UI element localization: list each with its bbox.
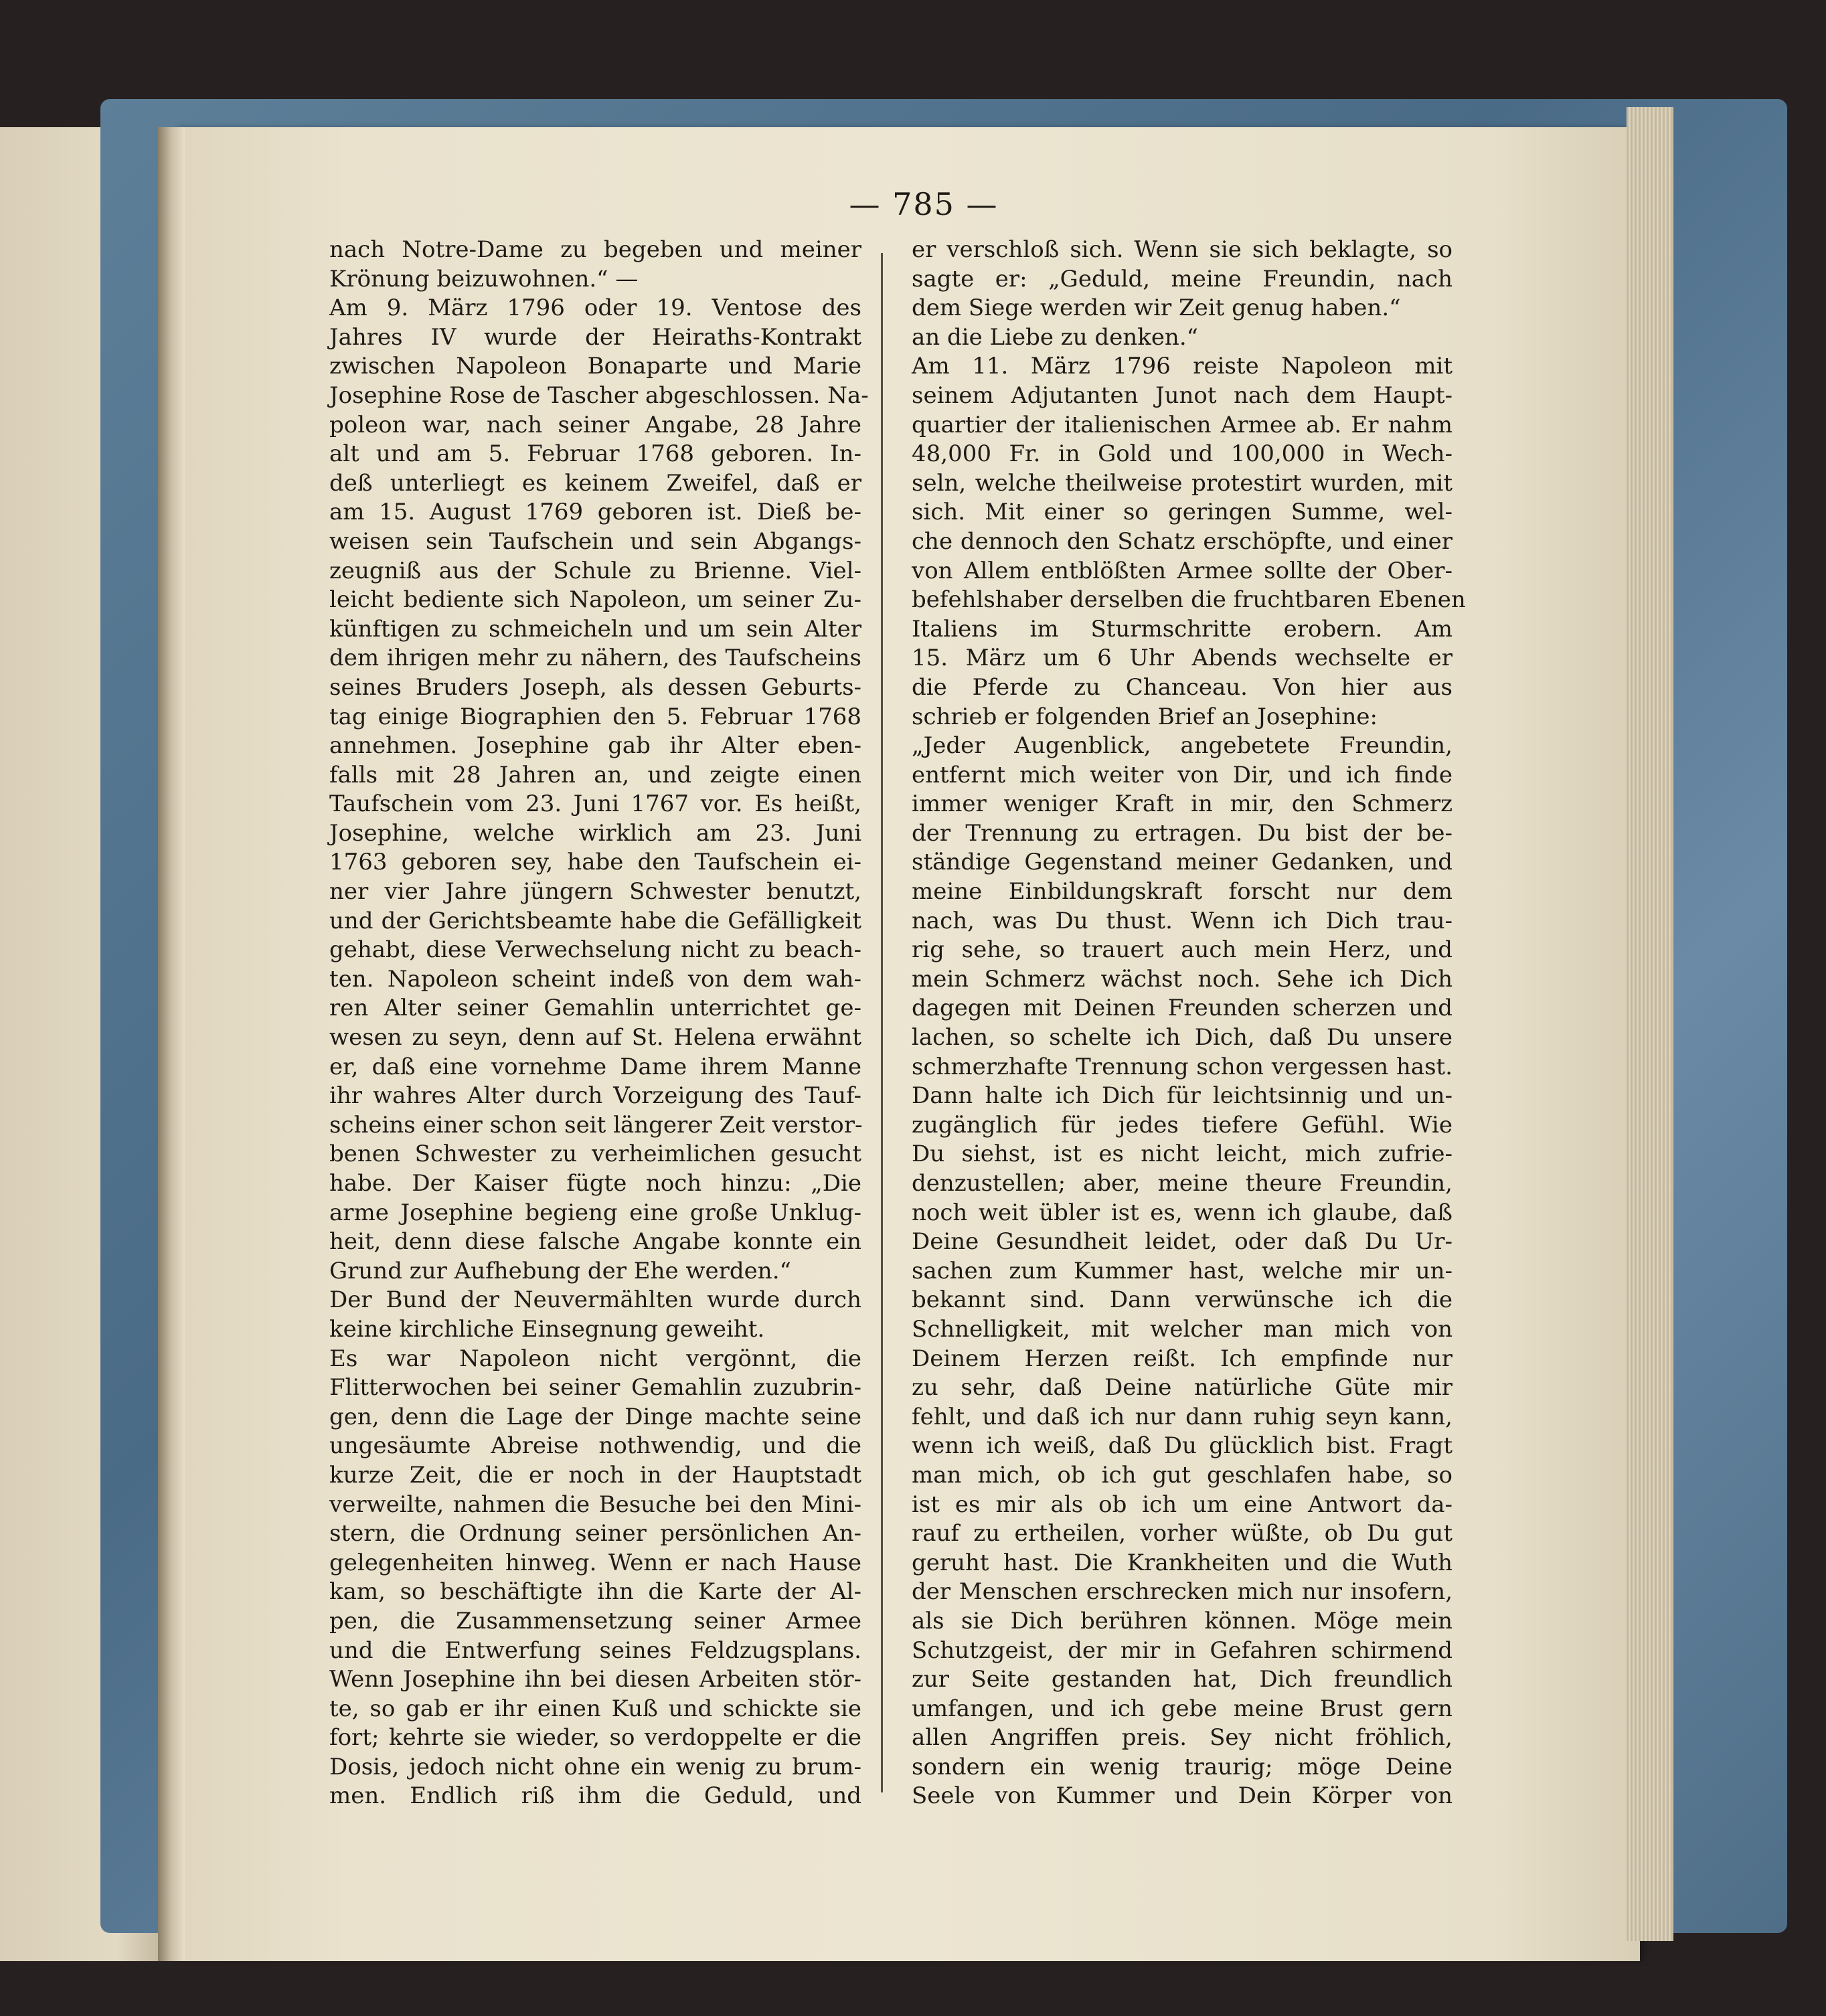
text-line: allen Angriffen preis. Sey nicht fröhlich, — [912, 1724, 1452, 1752]
text-line: weisen sein Taufschein und sein Abgangs- — [329, 527, 861, 555]
text-line: der Menschen erschrecken mich nur insofern, — [912, 1578, 1452, 1606]
text-line: Dosis, jedoch nicht ohne ein wenig zu brum- — [329, 1753, 861, 1780]
text-line: Jahres IV wurde der Heiraths-Kontrakt — [329, 323, 861, 351]
text-line: Wenn Josephine ihn bei diesen Arbeiten stör- — [329, 1666, 861, 1693]
text-line: zugänglich für jedes tiefere Gefühl. Wie — [912, 1111, 1452, 1139]
text-line: Italiens im Sturmschritte erobern. Am — [912, 615, 1452, 643]
text-line: sondern ein wenig traurig; möge Deine — [912, 1753, 1452, 1780]
text-line: Deine Gesundheit leidet, oder daß Du Ur- — [912, 1228, 1452, 1256]
text-line: sagte er: „Geduld, meine Freundin, nach — [912, 265, 1452, 292]
text-line: heit, denn diese falsche Angabe konnte ein — [329, 1228, 861, 1256]
text-line: rig sehe, so trauert auch mein Herz, und — [912, 936, 1452, 964]
page-fore-edge — [1627, 107, 1673, 1941]
text-line: schmerzhafte Trennung schon vergessen hast. — [912, 1053, 1452, 1080]
text-line: bekannt sind. Dann verwünsche ich die — [912, 1286, 1452, 1314]
text-line: scheins einer schon seit längerer Zeit verstor- — [329, 1111, 863, 1139]
text-line: deß unterliegt es keinem Zweifel, daß er — [329, 469, 861, 497]
text-line: Du siehst, ist es nicht leicht, mich zufrie- — [912, 1141, 1452, 1168]
text-line: Am 9. März 1796 oder 19. Ventose des — [329, 295, 861, 322]
text-line: immer weniger Kraft in mir, den Schmerz — [912, 790, 1452, 818]
text-line: ungesäumte Abreise nothwendig, und die — [329, 1432, 861, 1460]
text-line: denzustellen; aber, meine theure Freundin, — [912, 1170, 1452, 1197]
text-line: ren Alter seiner Gemahlin unterrichtet ge- — [329, 995, 861, 1022]
text-line: habe. Der Kaiser fügte noch hinzu: „Die — [329, 1170, 861, 1197]
text-line: wenn ich weiß, daß Du glücklich bist. Fragt — [912, 1432, 1452, 1460]
text-line: arme Josephine begieng eine große Unklug- — [329, 1199, 861, 1226]
text-line: verweilte, nahmen die Besuche bei den Mini- — [329, 1491, 861, 1518]
text-line: Am 11. März 1796 reiste Napoleon mit — [912, 353, 1452, 380]
text-line: und die Entwerfung seines Feldzugsplans. — [329, 1636, 861, 1664]
text-line: 1763 geboren sey, habe den Taufschein ei- — [329, 849, 861, 876]
text-line: Dann halte ich Dich für leichtsinnig und un- — [912, 1082, 1452, 1110]
text-line: seinem Adjutanten Junot nach dem Haupt- — [912, 382, 1452, 409]
text-line: der Trennung zu ertragen. Du bist der be- — [912, 819, 1452, 847]
text-line: Josephine, welche wirklich am 23. Juni — [329, 819, 861, 847]
text-line: am 15. August 1769 geboren ist. Dieß be- — [329, 499, 861, 526]
text-line: pen, die Zusammensetzung seiner Armee — [329, 1607, 861, 1634]
text-line: Grund zur Aufhebung der Ehe werden.“ — [329, 1257, 791, 1284]
text-line: falls mit 28 Jahren an, und zeigte einen — [329, 761, 861, 788]
text-line: dem Siege werden wir Zeit genug haben.“ — [912, 295, 1401, 322]
text-line: Schutzgeist, der mir in Gefahren schirmend — [912, 1636, 1452, 1664]
text-line: zeugniß aus der Schule zu Brienne. Viel- — [329, 557, 861, 584]
text-line: man mich, ob ich gut geschlafen habe, so — [912, 1461, 1452, 1489]
text-line: kam, so beschäftigte ihn die Karte der Al- — [329, 1578, 861, 1606]
text-line: seines Bruders Joseph, als dessen Geburts- — [329, 673, 861, 701]
text-line: lachen, so schelte ich Dich, daß Du unsere — [912, 1024, 1452, 1052]
text-line: gehabt, diese Verwechselung nicht zu beach- — [329, 936, 861, 964]
text-line: sich. Mit einer so geringen Summe, wel- — [912, 499, 1452, 526]
text-line: quartier der italienischen Armee ab. Er nahm — [912, 411, 1452, 438]
text-line: te, so gab er ihr einen Kuß und schickte sie — [329, 1695, 861, 1722]
text-line: kurze Zeit, die er noch in der Hauptstadt — [329, 1461, 861, 1489]
text-line: gelegenheiten hinweg. Wenn er nach Hause — [329, 1549, 861, 1576]
text-line: entfernt mich weiter von Dir, und ich finde — [912, 761, 1452, 788]
text-line: noch weit übler ist es, wenn ich glaube, daß — [912, 1199, 1452, 1226]
text-line: geruht hast. Die Krankheiten und die Wuth — [912, 1549, 1452, 1576]
text-line: Der Bund der Neuvermählten wurde durch — [329, 1286, 861, 1314]
text-line: meine Einbildungskraft forscht nur dem — [912, 878, 1452, 906]
text-line: Josephine Rose de Tascher abgeschlossen. Na- — [329, 382, 869, 409]
text-line: Taufschein vom 23. Juni 1767 vor. Es heißt, — [329, 790, 861, 818]
text-line: 15. März um 6 Uhr Abends wechselte er — [912, 645, 1452, 672]
text-line: ner vier Jahre jüngern Schwester benutzt, — [329, 878, 861, 906]
text-line: Es war Napoleon nicht vergönnt, die — [329, 1345, 861, 1372]
text-line: wesen zu seyn, denn auf St. Helena erwähnt — [329, 1024, 861, 1052]
text-line: und der Gerichtsbeamte habe die Gefälligkeit — [329, 907, 861, 934]
left-text-column — [329, 236, 869, 1811]
text-line: künftigen zu schmeicheln und um sein Alter — [329, 615, 861, 643]
text-line: schrieb er folgenden Brief an Josephine: — [912, 703, 1378, 730]
text-line: che dennoch den Schatz erschöpfte, und einer — [912, 527, 1452, 555]
text-line: ihr wahres Alter durch Vorzeigung des Tauf- — [329, 1082, 861, 1110]
text-line: rauf zu ertheilen, vorher wüßte, ob Du gut — [912, 1520, 1452, 1547]
text-line: fort; kehrte sie wieder, so verdoppelte er die — [329, 1724, 861, 1752]
text-line: annehmen. Josephine gab ihr Alter eben- — [329, 732, 861, 760]
text-line: dem ihrigen mehr zu nähern, des Taufscheins — [329, 645, 861, 672]
text-line: von Allem entblößten Armee sollte der Ober- — [912, 557, 1452, 584]
text-line: sachen zum Kummer hast, welche mir un- — [912, 1257, 1452, 1284]
text-line: nach Notre-Dame zu begeben und meiner — [329, 236, 861, 263]
text-line: an die Liebe zu denken.“ — [912, 323, 1199, 351]
text-line: dagegen mit Deinen Freunden scherzen und — [912, 995, 1452, 1022]
text-line: Seele von Kummer und Dein Körper von — [912, 1782, 1452, 1810]
page-number: — 785 — — [849, 186, 999, 222]
text-line: mein Schmerz wächst noch. Sehe ich Dich — [912, 965, 1452, 993]
text-line: zwischen Napoleon Bonaparte und Marie — [329, 353, 861, 380]
text-line: nach, was Du thust. Wenn ich Dich trau- — [912, 907, 1452, 934]
text-line: ständige Gegenstand meiner Gedanken, und — [912, 849, 1452, 876]
text-line: leicht bediente sich Napoleon, um seiner Zu- — [329, 586, 861, 614]
text-line: die Pferde zu Chanceau. Von hier aus — [912, 673, 1452, 701]
text-line: er, daß eine vornehme Dame ihrem Manne — [329, 1053, 861, 1080]
text-line: Flitterwochen bei seiner Gemahlin zuzubrin- — [329, 1374, 861, 1402]
text-line: Schnelligkeit, mit welcher man mich von — [912, 1315, 1452, 1343]
text-line: poleon war, nach seiner Angabe, 28 Jahre — [329, 411, 861, 438]
text-line: ist es mir als ob ich um eine Antwort da- — [912, 1491, 1452, 1518]
text-line: stern, die Ordnung seiner persönlichen An- — [329, 1520, 861, 1547]
text-line: fehlt, und daß ich nur dann ruhig seyn kann, — [912, 1403, 1452, 1430]
text-line: „Jeder Augenblick, angebetete Freundin, — [912, 732, 1452, 760]
text-line: keine kirchliche Einsegnung geweiht. — [329, 1315, 765, 1343]
text-line: gen, denn die Lage der Dinge machte seine — [329, 1403, 861, 1430]
text-line: tag einige Biographien den 5. Februar 1768 — [329, 703, 861, 730]
text-line: zu sehr, daß Deine natürliche Güte mir — [912, 1374, 1452, 1402]
text-line: ten. Napoleon scheint indeß von dem wah- — [329, 965, 861, 993]
book-gutter — [158, 127, 185, 1961]
text-line: seln, welche theilweise protestirt wurden, mit — [912, 469, 1452, 497]
column-divider — [881, 253, 883, 1792]
text-line: Deinem Herzen reißt. Ich empfinde nur — [912, 1345, 1452, 1372]
right-text-column — [912, 236, 1466, 1811]
text-line: benen Schwester zu verheimlichen gesucht — [329, 1141, 861, 1168]
text-line: Krönung beizuwohnen.“ — — [329, 265, 639, 292]
text-line: befehlshaber derselben die fruchtbaren Ebenen — [912, 586, 1466, 614]
text-line: alt und am 5. Februar 1768 geboren. In- — [329, 440, 861, 468]
text-line: zur Seite gestanden hat, Dich freundlich — [912, 1666, 1452, 1693]
text-line: als sie Dich berühren können. Möge mein — [912, 1607, 1452, 1634]
text-line: 48,000 Fr. in Gold und 100,000 in Wech- — [912, 440, 1452, 468]
text-line: men. Endlich riß ihm die Geduld, und — [329, 1782, 861, 1810]
text-line: umfangen, und ich gebe meine Brust gern — [912, 1695, 1452, 1722]
text-line: er verschloß sich. Wenn sie sich beklagte, so — [912, 236, 1452, 263]
